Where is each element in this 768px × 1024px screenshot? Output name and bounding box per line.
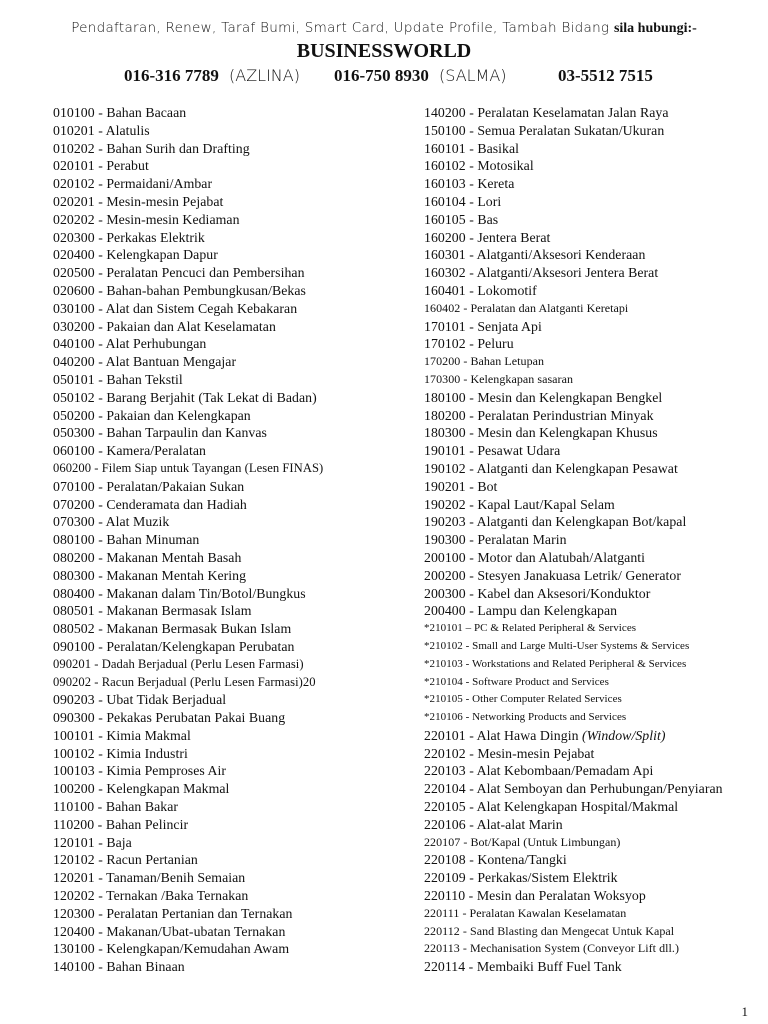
item-text: 020101 - Perabut [53,158,149,174]
list-item [53,691,413,709]
list-item [53,424,413,442]
list-item [424,851,764,869]
list-item [424,513,764,531]
list-item [53,656,413,674]
item-text: 050101 - Bahan Tekstil [53,371,183,387]
list-item [424,638,764,656]
list-item [53,389,413,407]
item-text: 070200 - Cenderamata dan Hadiah [53,496,247,512]
item-text: 160104 - Lori [424,193,502,209]
list-item [424,834,764,852]
item-text: 220105 - Alat Kelengkapan Hospital/Makmal [424,799,679,815]
item-text: 120101 - Baja [53,834,132,850]
list-item [424,780,764,798]
item-text: 170101 - Senjata Api [424,318,542,334]
item-text: 160103 - Kereta [424,176,515,192]
list-item [53,104,413,122]
list-item [53,620,413,638]
right-code-list [424,104,764,976]
item-text: 030100 - Alat dan Sistem Cegah Kebakaran [53,300,298,316]
list-item [53,371,413,389]
item-text: 020600 - Bahan-bahan Pembungkusan/Bekas [53,282,306,298]
list-item [424,389,764,407]
item-text: 160102 - Motosikal [424,158,534,174]
list-item [53,175,413,193]
item-text: 010201 - Alatulis [53,122,150,138]
list-item [424,798,764,816]
list-item [53,923,413,941]
item-text: 020201 - Mesin-mesin Pejabat [53,193,224,209]
list-item [53,264,413,282]
item-text: 040100 - Alat Perhubungan [53,336,207,352]
list-item [424,193,764,211]
list-item [424,602,764,620]
item-text: 200200 - Stesyen Janakuasa Letrik/ Generator [424,567,681,583]
item-text: 090203 - Ubat Tidak Berjadual [53,692,227,708]
item-text: 080400 - Makanan dalam Tin/Botol/Bungkus [53,585,306,601]
list-item [53,780,413,798]
list-item [424,549,764,567]
item-text: 090300 - Pekakas Perubatan Pakai Buang [53,710,286,726]
item-text: 060200 - Filem Siap untuk Tayangan (Lesen FINAS) [53,460,324,475]
list-item [53,122,413,140]
list-item [53,318,413,336]
item-text: 160200 - Jentera Berat [424,229,551,245]
item-text: 180100 - Mesin dan Kelengkapan Bengkel [424,389,663,405]
item-text: 220112 - Sand Blasting dan Mengecat Untuk Kapal [424,923,675,938]
item-text: 220103 - Alat Kebombaan/Pemadam Api [424,763,654,779]
item-text: 020102 - Permaidani/Ambar [53,176,213,192]
item-text: 080501 - Makanan Bermasak Islam [53,603,252,619]
item-italic-suffix: (Window/Split) [582,727,666,743]
list-item [424,407,764,425]
item-text: 080502 - Makanan Bermasak Bukan Islam [53,621,292,637]
phone-salma: 016-750 8930 [334,66,429,85]
list-item [424,727,764,745]
list-item [424,246,764,264]
list-item [53,513,413,531]
item-text: 220110 - Mesin dan Peralatan Woksyop [424,888,646,904]
item-text: 120300 - Peralatan Pertanian dan Ternakan [53,905,293,921]
list-item [424,905,764,923]
list-item [53,335,413,353]
item-text: 150100 - Semua Peralatan Sukatan/Ukuran [424,122,665,138]
item-text: 050102 - Barang Berjahit (Tak Lekat di Badan) [53,389,317,405]
list-item [424,656,764,674]
item-text: 170300 - Kelengkapan sasaran [424,371,574,386]
list-item [53,869,413,887]
list-item [53,460,413,478]
item-text: 020202 - Mesin-mesin Kediaman [53,211,240,227]
item-text: 120202 - Ternakan /Baka Ternakan [53,888,249,904]
list-item [53,157,413,175]
list-item [424,424,764,442]
list-item [53,229,413,247]
list-item [424,923,764,941]
item-text: 170102 - Peluru [424,336,514,352]
list-item [424,674,764,692]
list-item [424,140,764,158]
list-item [53,300,413,318]
item-text: 080100 - Bahan Minuman [53,532,200,548]
item-text: 200300 - Kabel dan Aksesori/Konduktor [424,585,651,601]
services-text: Pendaftaran, Renew, Taraf Bumi, Smart Card, Update Profile, Tambah Bidang [71,20,610,36]
list-item [53,496,413,514]
item-text: 220104 - Alat Semboyan dan Perhubungan/Penyiaran [424,781,723,797]
item-text: 160101 - Basikal [424,140,520,156]
list-item [424,478,764,496]
list-item [53,851,413,869]
list-item [53,407,413,425]
list-item [424,531,764,549]
phone-office: 03-5512 7515 [558,66,653,85]
item-text: 220109 - Perkakas/Sistem Elektrik [424,870,618,886]
name-salma: (SALMA) [439,66,507,85]
item-text: 190203 - Alatganti dan Kelengkapan Bot/kapal [424,514,687,530]
list-item [424,958,764,976]
item-text: 190101 - Pesawat Udara [424,443,561,459]
list-item [53,353,413,371]
list-item [53,727,413,745]
item-text: 220101 - Alat Hawa Dingin [424,727,583,743]
item-text: 160402 - Peralatan dan Alatganti Keretapi [424,300,629,315]
list-item [424,264,764,282]
item-text: 080300 - Makanan Mentah Kering [53,567,247,583]
list-item [53,958,413,976]
item-text: 020400 - Kelengkapan Dapur [53,247,218,263]
item-text: 050200 - Pakaian dan Kelengkapan [53,407,251,423]
list-item [53,567,413,585]
phone-azlina: 016-316 7789 [124,66,219,85]
item-text: 080200 - Makanan Mentah Basah [53,549,242,565]
item-text: 020500 - Peralatan Pencuci dan Pembersihan [53,265,305,281]
list-item [424,620,764,638]
list-item [424,940,764,958]
item-text: *210104 - Software Product and Services [424,675,609,688]
list-item [424,460,764,478]
list-item [53,193,413,211]
list-item [53,905,413,923]
item-text: 100103 - Kimia Pemproses Air [53,763,227,779]
list-item [53,442,413,460]
item-text: 090202 - Racun Berjadual (Perlu Lesen Farmasi)20 [53,674,316,689]
item-text: 120400 - Makanan/Ubat-ubatan Ternakan [53,923,286,939]
item-text: 190201 - Bot [424,478,498,494]
item-text: 090201 - Dadah Berjadual (Perlu Lesen Farmasi) [53,656,304,671]
list-item [53,745,413,763]
item-text: *210101 – PC & Related Peripheral & Services [424,622,637,635]
item-text: *210102 - Small and Large Multi-User Systems & Services [424,639,690,652]
item-text: 170200 - Bahan Letupan [424,354,545,369]
list-item [53,762,413,780]
services-line [0,20,768,37]
item-text: 100101 - Kimia Makmal [53,727,191,743]
contact-prompt: sila hubungi:- [613,21,697,36]
list-item [53,140,413,158]
item-text: 050300 - Bahan Tarpaulin dan Kanvas [53,425,267,441]
list-item [53,887,413,905]
list-item [424,211,764,229]
list-item [424,709,764,727]
list-item [53,246,413,264]
list-item [53,282,413,300]
item-text: 180200 - Peralatan Perindustrian Minyak [424,407,654,423]
list-item [53,531,413,549]
item-text: 060100 - Kamera/Peralatan [53,443,206,459]
item-text: 110100 - Bahan Bakar [53,799,179,815]
item-text: 220113 - Mechanisation System (Conveyor Lift dll.) [424,941,680,956]
list-item [53,674,413,692]
item-text: 220106 - Alat-alat Marin [424,816,563,832]
list-item [424,104,764,122]
list-item [53,585,413,603]
item-text: 010202 - Bahan Surih dan Drafting [53,140,250,156]
item-text: 190102 - Alatganti dan Kelengkapan Pesawat [424,460,678,476]
list-item [424,816,764,834]
list-item [424,371,764,389]
list-item [424,691,764,709]
list-item [424,887,764,905]
item-text: 020300 - Perkakas Elektrik [53,229,205,245]
list-item [424,745,764,763]
list-item [424,282,764,300]
list-item [424,442,764,460]
item-text: *210105 - Other Computer Related Services [424,693,622,706]
item-text: 220102 - Mesin-mesin Pejabat [424,745,595,761]
list-item [53,709,413,727]
list-item [424,157,764,175]
list-item [53,834,413,852]
left-code-list [53,104,413,976]
list-item [53,211,413,229]
list-item [424,869,764,887]
item-text: 220114 - Membaiki Buff Fuel Tank [424,959,622,975]
item-text: 190300 - Peralatan Marin [424,532,567,548]
list-item [424,318,764,336]
item-text: 160302 - Alatganti/Aksesori Jentera Berat [424,265,659,281]
item-text: 010100 - Bahan Bacaan [53,105,187,120]
list-item [53,478,413,496]
list-item [53,638,413,656]
item-text: 100200 - Kelengkapan Makmal [53,781,230,797]
item-text: 190202 - Kapal Laut/Kapal Selam [424,496,615,512]
item-text: 070100 - Peralatan/Pakaian Sukan [53,478,245,494]
item-text: *210103 - Workstations and Related Peripheral & Services [424,657,687,670]
list-item [424,762,764,780]
list-item [53,798,413,816]
item-text: 110200 - Bahan Pelincir [53,816,189,832]
list-item [53,602,413,620]
item-text: 130100 - Kelengkapan/Kemudahan Awam [53,941,290,957]
list-item [424,567,764,585]
item-text: 160105 - Bas [424,211,499,227]
item-text: 200100 - Motor dan Alatubah/Alatganti [424,549,646,565]
item-text: 220111 - Peralatan Kawalan Keselamatan [424,905,627,920]
list-item [424,353,764,371]
list-item [424,585,764,603]
item-text: 030200 - Pakaian dan Alat Keselamatan [53,318,276,334]
list-item [53,549,413,567]
page-number: 1 [741,1004,748,1019]
item-text: 180300 - Mesin dan Kelengkapan Khusus [424,425,658,441]
item-text: 140200 - Peralatan Keselamatan Jalan Raya [424,105,669,120]
item-text: 220108 - Kontena/Tangki [424,852,567,868]
list-item [424,122,764,140]
list-item [424,496,764,514]
item-text: 140100 - Bahan Binaan [53,959,185,975]
list-item [424,335,764,353]
item-text: 090100 - Peralatan/Kelengkapan Perubatan [53,638,295,654]
name-azlina: (AZLINA) [229,66,300,85]
item-text: 200400 - Lampu dan Kelengkapan [424,603,618,619]
list-item [53,816,413,834]
item-text: 120201 - Tanaman/Benih Semaian [53,870,246,886]
item-text: 160401 - Lokomotif [424,282,537,298]
item-text: 100102 - Kimia Industri [53,745,188,761]
item-text: 040200 - Alat Bantuan Mengajar [53,354,237,370]
list-item [424,175,764,193]
item-text: 070300 - Alat Muzik [53,514,170,530]
item-text: 120102 - Racun Pertanian [53,852,198,868]
company-name: BUSINESSWORLD [296,40,472,62]
item-text: 160301 - Alatganti/Aksesori Kenderaan [424,247,646,263]
list-item [424,229,764,247]
item-text: 220107 - Bot/Kapal (Untuk Limbungan) [424,834,621,849]
list-item [53,940,413,958]
list-item [424,300,764,318]
item-text: *210106 - Networking Products and Services [424,711,627,724]
